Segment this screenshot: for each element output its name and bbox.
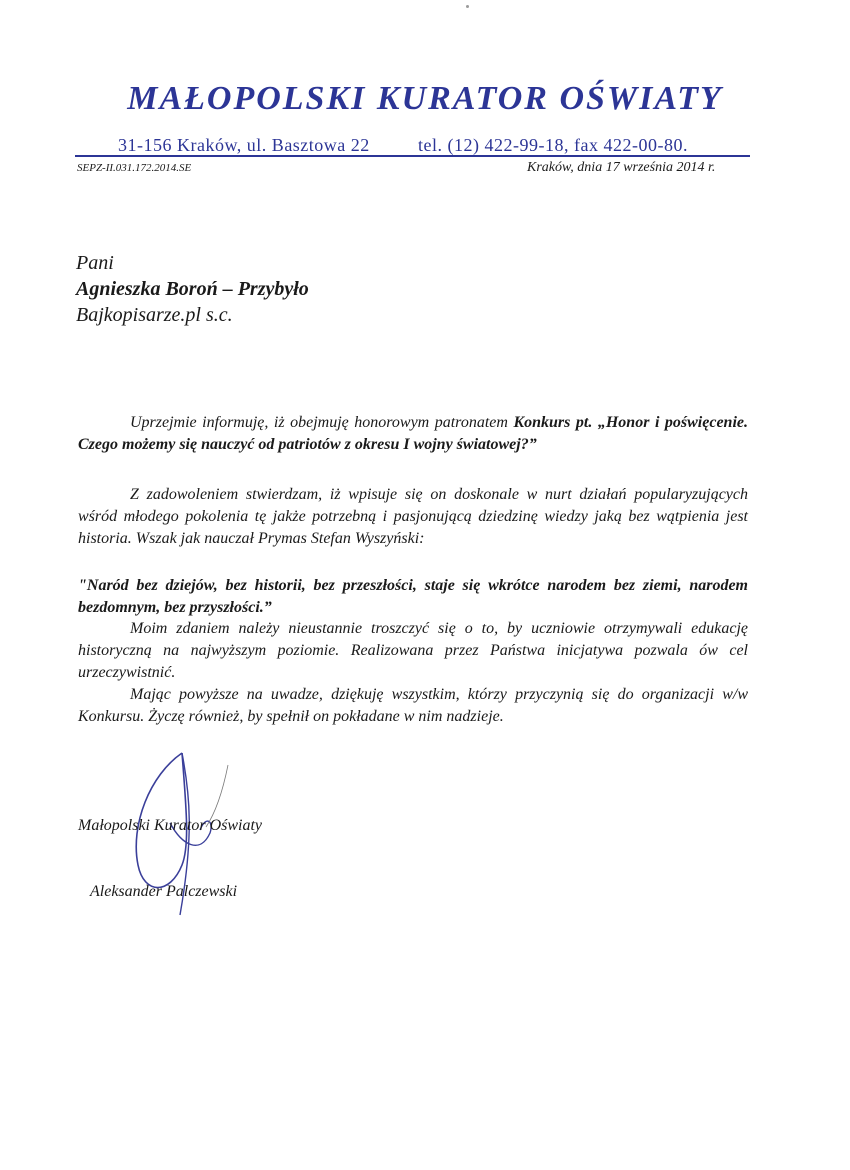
recipient-salutation: Pani: [76, 252, 114, 274]
reference-number: SEPZ-II.031.172.2014.SE: [77, 162, 192, 174]
letterhead-address: 31-156 Kraków, ul. Basztowa 22: [118, 135, 370, 155]
contest-title: Konkurs pt. „Honor i poświęcenie. Czego możemy się nauczyć od patriotów z okresu I wojny światowej?”: [78, 414, 748, 453]
paragraph-thanks: Mając powyższe na uwadze, dziękuję wszystkim, którzy przyczynią się do organizacji w/w Konkursu. Życzę również, by spełnił on pokładane w nim nadzieje.: [78, 686, 748, 725]
recipient-company: Bajkopisarze.pl s.c.: [76, 304, 233, 326]
quote-wyszynski: "Naród bez dziejów, bez historii, bez przeszłości, staje się wkrótce narodem bez ziemi, narodem bezdomnym, bez przyszłości.”: [78, 577, 748, 616]
paragraph-patronage: [78, 412, 748, 456]
letterhead-phone-fax: tel. (12) 422-99-18, fax 422-00-80.: [418, 135, 688, 155]
paragraph-patronage-text: Uprzejmie informuję, iż obejmuję honorowym patronatem: [130, 414, 514, 431]
recipient-name: Agnieszka Boroń – Przybyło: [76, 278, 309, 300]
signatory-name: Aleksander Palczewski: [90, 883, 238, 900]
paragraph-satisfaction: Z zadowoleniem stwierdzam, iż wpisuje się on doskonale w nurt działań popularyzujących wśród młodego pokolenia tę jakże potrzebną i pasjonującą dziedzinę wiedzy jaką bez wątpienia jest historia. Wszak jak nauczał Prymas Stefan Wyszyński:: [78, 486, 748, 547]
letterhead-title: MAŁOPOLSKI KURATOR OŚWIATY: [127, 80, 723, 117]
scan-speck: [466, 5, 469, 8]
date-line: Kraków, dnia 17 września 2014 r.: [527, 160, 716, 175]
signatory-title: Małopolski Kurator Oświaty: [78, 817, 263, 834]
letterhead-rule: [75, 155, 750, 157]
paragraph-education: Moim zdaniem należy nieustannie troszczyć się o to, by uczniowie otrzymywali edukację historyczną na najwyższym poziomie. Realizowana przez Państwa inicjatywa pozwala ów cel urzeczywistnić.: [78, 620, 748, 681]
